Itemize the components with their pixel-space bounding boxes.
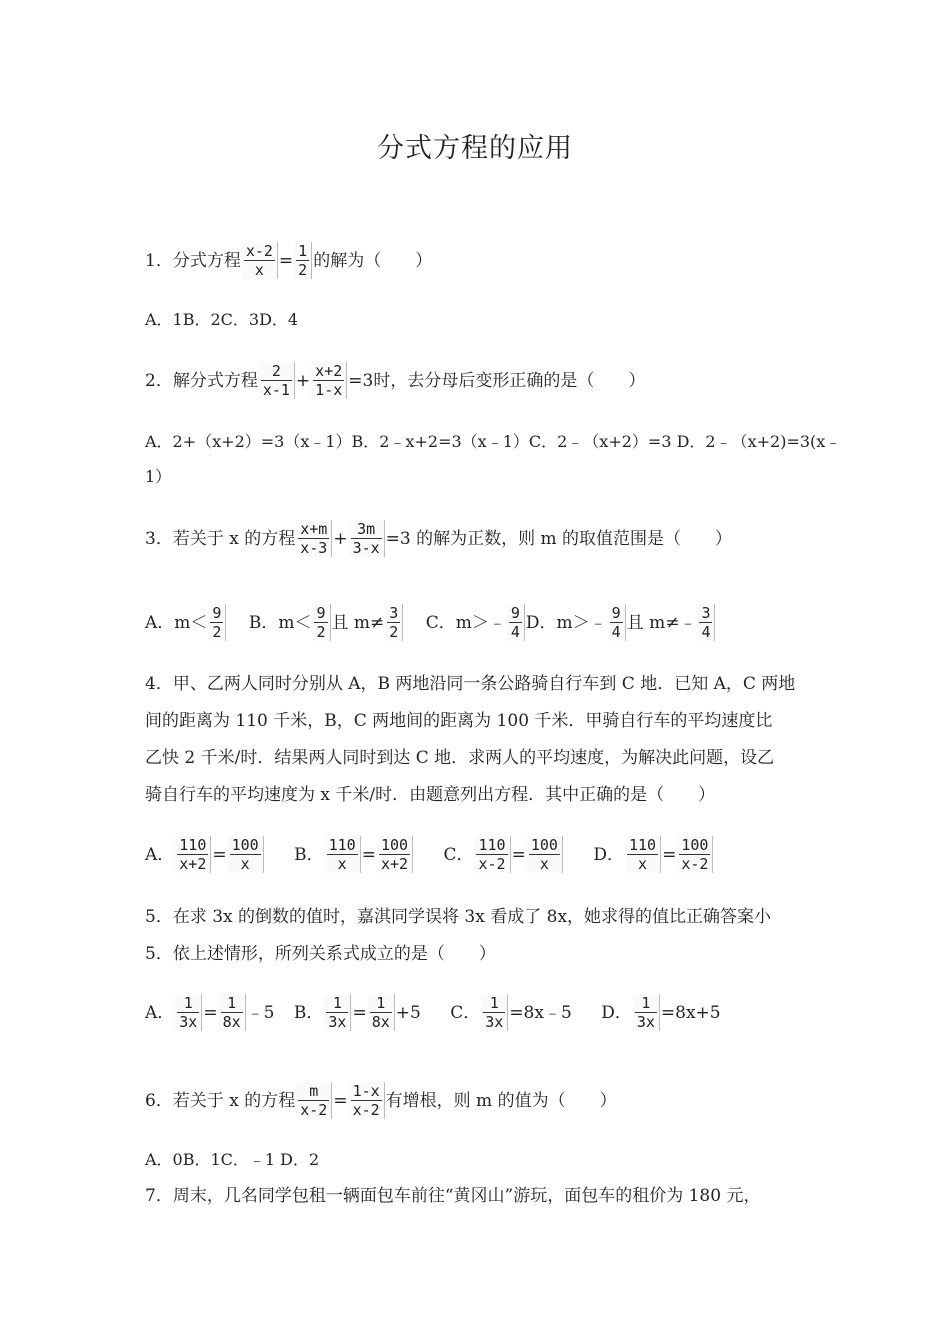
- fraction: $\frac{x+m}{x-3}$: [296, 520, 332, 557]
- fraction: $\frac{100}{x}$: [228, 836, 264, 873]
- fraction: $\frac{9}{2}$: [208, 604, 226, 641]
- question-6: 6．若关于 x 的方程 $\frac{m}{x-2}$ = $\frac{1-x}{x-2}$ 有增根，则 m 的值为（ ）: [145, 1082, 617, 1119]
- fraction: $\frac{3}{4}$: [697, 604, 715, 641]
- fraction: $\frac{1}{2}$: [294, 242, 312, 279]
- fraction: $\frac{100}{x+2}$: [377, 836, 413, 873]
- q4-line: 4．甲、乙两人同时分别从 A，B 两地沿同一条公路骑自行车到 C 地．已知 A，C 两地: [145, 674, 796, 694]
- fraction: $\frac{1-x}{x-2}$: [349, 1082, 385, 1119]
- fraction: $\frac{110}{x+2}$: [175, 836, 211, 873]
- q4-line: 间的距离为 110 千米，B，C 两地间的距离为 100 千米．甲骑自行车的平均速度比: [145, 711, 773, 731]
- fraction: $\frac{1}{3x}$: [175, 994, 202, 1031]
- fraction: $\frac{110}{x-2}$: [474, 836, 510, 873]
- fraction: $\frac{2}{x-1}$: [259, 362, 295, 399]
- q6-options: A．0B．1C．﹣1 D．2: [145, 1150, 320, 1169]
- fraction: $\frac{1}{3x}$: [324, 994, 351, 1031]
- q1-options: A．1B．2C．3D．4: [145, 310, 299, 329]
- q4-line: 乙快 2 千米/时．结果两人同时到达 C 地．求两人的平均速度，为解决此问题，设乙: [145, 748, 775, 768]
- question-2: 2．解分式方程 $\frac{2}{x-1}$ + $\frac{x+2}{1-x}$ =3时，去分母后变形正确的是（ ）: [145, 362, 646, 399]
- fraction: $\frac{9}{4}$: [608, 604, 626, 641]
- fraction: $\frac{1}{3x}$: [481, 994, 508, 1031]
- fraction: $\frac{100}{x-2}$: [677, 836, 713, 873]
- question-7: 7．周末，几名同学包租一辆面包车前往“黄冈山”游玩，面包车的租价为 180 元，: [145, 1186, 761, 1206]
- fraction: $\frac{1}{3x}$: [633, 994, 660, 1031]
- fraction: $\frac{3}{2}$: [385, 604, 403, 641]
- fraction: $\frac{x+2}{1-x}$: [311, 362, 347, 399]
- fraction: $\frac{110}{x}$: [625, 836, 661, 873]
- fraction: $\frac{1}{8x}$: [368, 994, 395, 1031]
- q5-options: A． $\frac{1}{3x}$ = $\frac{1}{8x}$ ﹣5 B． $\frac{1}{3x}$ = $\frac{1}{8x}$ +5 C． $\frac{1}{3x}$ =8x﹣5 D． $\frac{1}{3x}$ =8x+5: [145, 994, 721, 1031]
- question-1: 1．分式方程 $\frac{x-2}{x}$ = $\frac{1}{2}$ 的解为（ ）: [145, 242, 433, 279]
- q1-text: 1．分式方程: [145, 250, 241, 271]
- question-3: 3．若关于 x 的方程 $\frac{x+m}{x-3}$ + $\frac{3m}{3-x}$ =3 的解为正数，则 m 的取值范围是（ ）: [145, 520, 733, 557]
- page-title: 分式方程的应用: [377, 133, 573, 164]
- fraction: $\frac{9}{2}$: [312, 604, 330, 641]
- fraction: $\frac{1}{8x}$: [219, 994, 246, 1031]
- q2-options-line1: A．2+（x+2）=3（x﹣1）B．2﹣x+2=3（x﹣1）C．2﹣（x+2）=3 D．2﹣（x+2)=3(x﹣: [145, 432, 842, 451]
- fraction: $\frac{9}{4}$: [507, 604, 525, 641]
- fraction: $\frac{m}{x-2}$: [296, 1082, 332, 1119]
- q3-options: A．m＜ $\frac{9}{2}$ B．m＜ $\frac{9}{2}$ 且 m≠ $\frac{3}{2}$ C．m＞﹣ $\frac{9}{4}$ D．m＞﹣ $\frac{9}{4}$ 且 m≠﹣ $\frac{3}{4}$: [145, 604, 716, 641]
- fraction: $\frac{100}{x}$: [527, 836, 563, 873]
- fraction: $\frac{3m}{3-x}$: [349, 520, 385, 557]
- fraction: $\frac{110}{x}$: [325, 836, 361, 873]
- q2-options-line2: 1）: [145, 467, 172, 486]
- q4-options: A． $\frac{110}{x+2}$ = $\frac{100}{x}$ B． $\frac{110}{x}$ = $\frac{100}{x+2}$ C． $\frac{110}{x-2}$ = $\frac{100}{x}$ D． $\frac{110}{x}$ = $\frac{100}{x-2}$: [145, 836, 714, 873]
- q4-line: 骑自行车的平均速度为 x 千米/时．由题意列出方程．其中正确的是（ ）: [145, 785, 716, 805]
- q5-line: 5．依上述情形，所列关系式成立的是（ ）: [145, 944, 496, 964]
- fraction: $\frac{x-2}{x}$: [242, 242, 278, 279]
- q5-line: 5．在求 3x 的倒数的值时，嘉淇同学误将 3x 看成了 8x，她求得的值比正确答案小: [145, 907, 772, 927]
